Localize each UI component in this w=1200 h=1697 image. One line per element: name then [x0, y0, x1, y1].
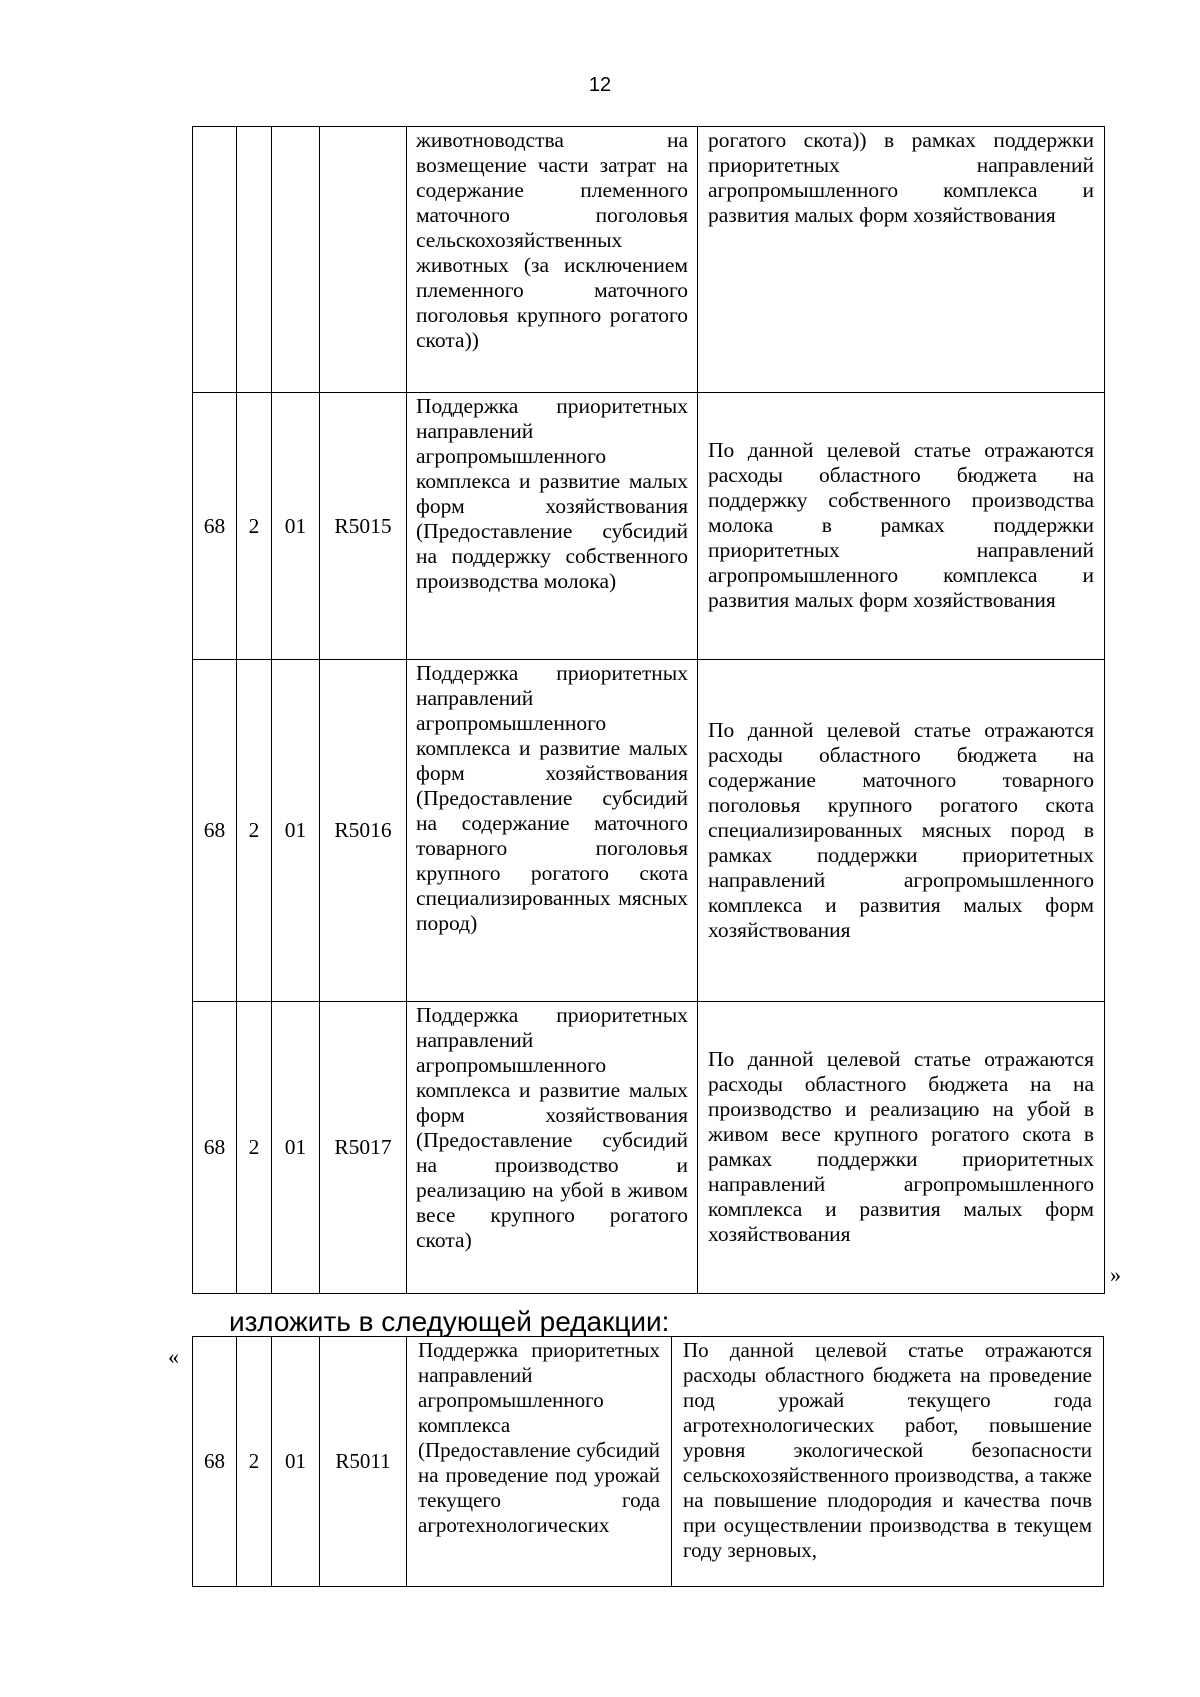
- cell-group: 01: [272, 1002, 320, 1294]
- cell-description: Поддержка приоритетных направлений агропромышленного комплекса и развитие малых форм хозяйствования (Предоставление субсидий на поддержку собственного производства молока): [407, 393, 698, 660]
- budget-table-new: [192, 1336, 1104, 1587]
- cell-section: 68: [193, 393, 237, 660]
- cell-code: R5015: [320, 393, 407, 660]
- cell-group: 01: [272, 393, 320, 660]
- cell-description: Поддержка приоритетных направлений агропромышленного комплекса и развитие малых форм хозяйствования (Предоставление субсидий на производство и реализацию на убой в живом весе крупного рогатого скота): [407, 1002, 698, 1294]
- table-row: [193, 1002, 1105, 1294]
- opening-quote: «: [168, 1344, 179, 1369]
- cell-note: По данной целевой статье отражаются расходы областного бюджета на проведение под урожай текущего года агротехнологических работ, повышение уровня экологической безопасности сельскохозяйственного производства, а также на повышение плодородия и качества почв при осуществлении производства в текущем году зерновых,: [672, 1337, 1104, 1587]
- cell-description: животноводства на возмещение части затрат на содержание племенного маточного поголовья сельскохозяйственных животных (за исключением племенного маточного поголовья крупного рогатого скота)): [407, 127, 698, 393]
- amendment-instruction: изложить в следующей редакции:: [229, 1306, 670, 1337]
- budget-table-current: [192, 126, 1105, 1294]
- cell-subsection: 2: [237, 660, 272, 1002]
- cell-section: 68: [193, 1002, 237, 1294]
- cell-code: R5011: [320, 1337, 407, 1587]
- cell-description: Поддержка приоритетных направлений агропромышленного комплекса и развитие малых форм хозяйствования (Предоставление субсидий на содержание маточного товарного поголовья крупного рогатого скота специализированных мясных пород): [407, 660, 698, 1002]
- cell-group: 01: [272, 1337, 320, 1587]
- closing-quote: »: [1110, 1262, 1121, 1287]
- cell-note: По данной целевой статье отражаются расходы областного бюджета на на производство и реализацию на убой в живом весе крупного рогатого скота в рамках поддержки приоритетных направлений агропромышленного комплекса и развития малых форм хозяйствования: [698, 1002, 1105, 1294]
- table-row: [193, 660, 1105, 1002]
- cell-subsection: 2: [237, 1337, 272, 1587]
- table-row: [193, 1337, 1104, 1587]
- cell-code: R5017: [320, 1002, 407, 1294]
- cell-section: 68: [193, 1337, 237, 1587]
- cell-section: 68: [193, 660, 237, 1002]
- cell-description: Поддержка приоритетных направлений агропромышленного комплекса (Предоставление субсидий на проведение под урожай текущего года агротехнологических: [407, 1337, 672, 1587]
- cell-group: 01: [272, 660, 320, 1002]
- cell-code: [320, 127, 407, 393]
- cell-note: По данной целевой статье отражаются расходы областного бюджета на поддержку собственного производства молока в рамках поддержки приоритетных направлений агропромышленного комплекса и развития малых форм хозяйствования: [698, 393, 1105, 660]
- page-number: 12: [588, 74, 612, 96]
- cell-section: [193, 127, 237, 393]
- cell-group: [272, 127, 320, 393]
- cell-subsection: 2: [237, 393, 272, 660]
- cell-subsection: [237, 127, 272, 393]
- table-row: [193, 127, 1105, 393]
- cell-note: рогатого скота)) в рамках поддержки приоритетных направлений агропромышленного комплекса и развития малых форм хозяйствования: [698, 127, 1105, 393]
- cell-subsection: 2: [237, 1002, 272, 1294]
- cell-note: По данной целевой статье отражаются расходы областного бюджета на содержание маточного товарного поголовья крупного рогатого скота специализированных мясных пород в рамках поддержки приоритетных направлений агропромышленного комплекса и развития малых форм хозяйствования: [698, 660, 1105, 1002]
- table-row: [193, 393, 1105, 660]
- cell-code: R5016: [320, 660, 407, 1002]
